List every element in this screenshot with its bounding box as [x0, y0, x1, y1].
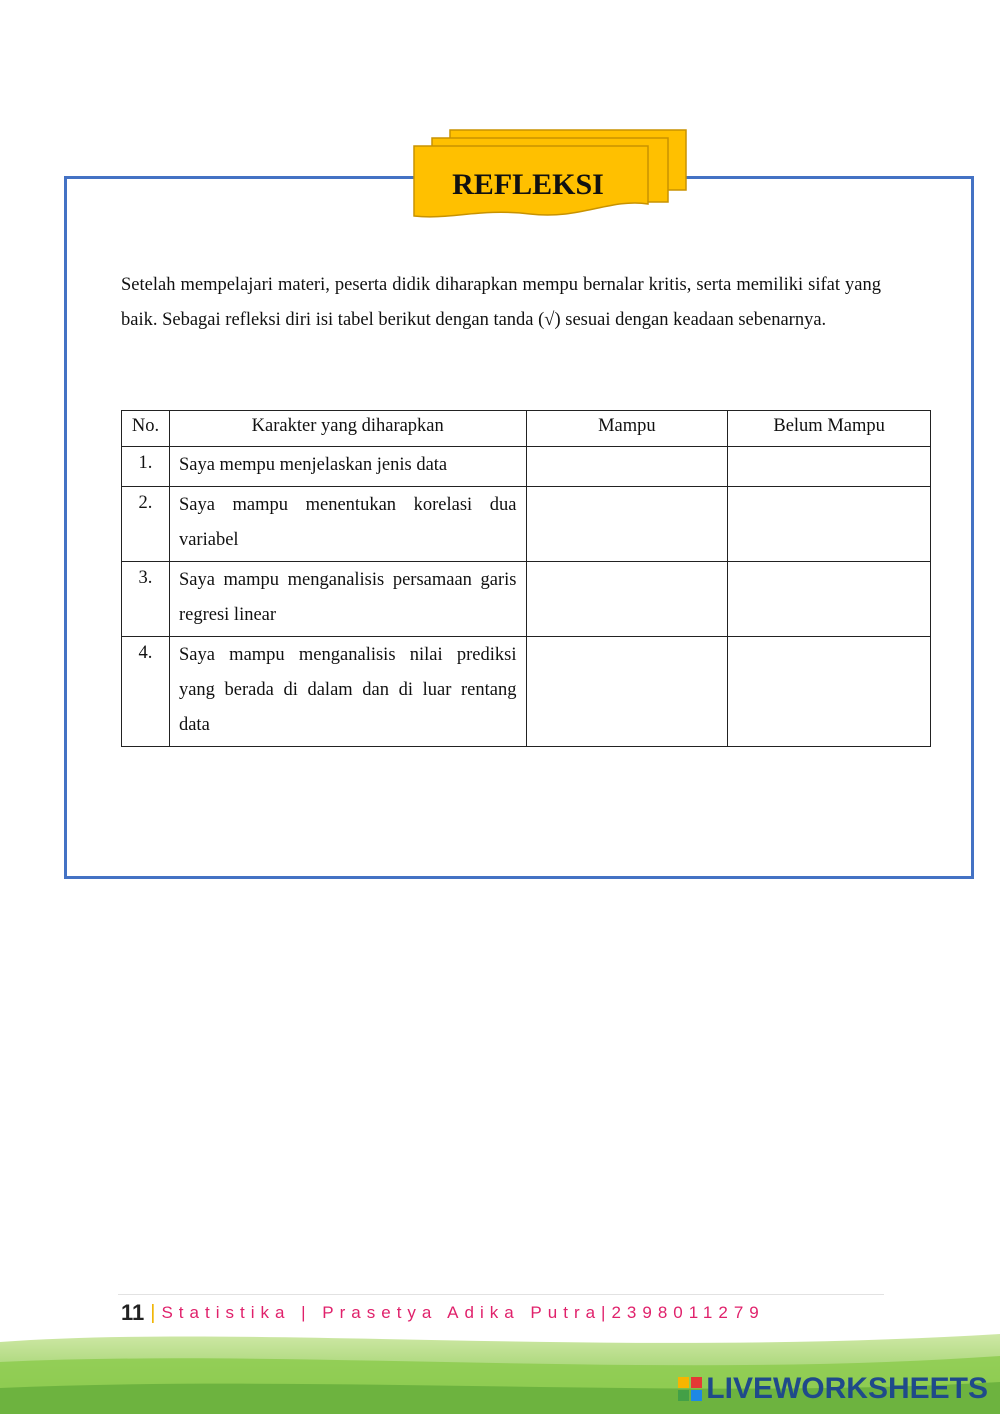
table-row	[122, 562, 931, 637]
liveworksheets-brand[interactable]	[678, 1372, 988, 1406]
row-karakter: Saya mampu menganalisis persamaan garis regresi linear	[169, 562, 526, 637]
page-number: 11	[121, 1300, 145, 1325]
row-number: 3.	[122, 562, 170, 637]
row-karakter: Saya mampu menganalisis nilai prediksi yang berada di dalam dan di luar rentang data	[169, 637, 526, 747]
table-row	[122, 637, 931, 747]
row-number: 1.	[122, 447, 170, 487]
header-karakter: Karakter yang diharapkan	[169, 411, 526, 447]
belum-mampu-cell[interactable]	[728, 487, 931, 562]
row-karakter: Saya mampu menentukan korelasi dua variabel	[169, 487, 526, 562]
page-footer	[121, 1300, 765, 1326]
row-number: 2.	[122, 487, 170, 562]
table-header-row	[122, 411, 931, 447]
header-belum-mampu: Belum Mampu	[728, 411, 931, 447]
refleksi-banner	[410, 128, 690, 224]
mampu-cell[interactable]	[526, 447, 728, 487]
belum-mampu-cell[interactable]	[728, 637, 931, 747]
footer-separator: |	[150, 1301, 156, 1324]
brand-name: LIVEWORKSHEETS	[706, 1372, 988, 1405]
header-no: No.	[122, 411, 170, 447]
liveworksheets-logo-icon	[678, 1377, 702, 1401]
belum-mampu-cell[interactable]	[728, 562, 931, 637]
intro-paragraph: Setelah mempelajari materi, peserta didik diharapkan mempu bernalar kritis, serta memiliki sifat yang baik. Sebagai refleksi diri isi tabel berikut dengan tanda (√) sesuai dengan keadaan sebenarnya.	[121, 275, 881, 330]
row-karakter: Saya mempu menjelaskan jenis data	[169, 447, 526, 487]
mampu-cell[interactable]	[526, 562, 728, 637]
table-row	[122, 487, 931, 562]
banner-title: REFLEKSI	[452, 168, 604, 201]
footer-divider	[118, 1294, 884, 1295]
row-number: 4.	[122, 637, 170, 747]
mampu-cell[interactable]	[526, 487, 728, 562]
mampu-cell[interactable]	[526, 637, 728, 747]
table-row	[122, 447, 931, 487]
belum-mampu-cell[interactable]	[728, 447, 931, 487]
header-mampu: Mampu	[526, 411, 728, 447]
footer-info: Statistika | Prasetya Adika Putra|2398011279	[161, 1303, 765, 1322]
reflection-table	[121, 410, 931, 747]
